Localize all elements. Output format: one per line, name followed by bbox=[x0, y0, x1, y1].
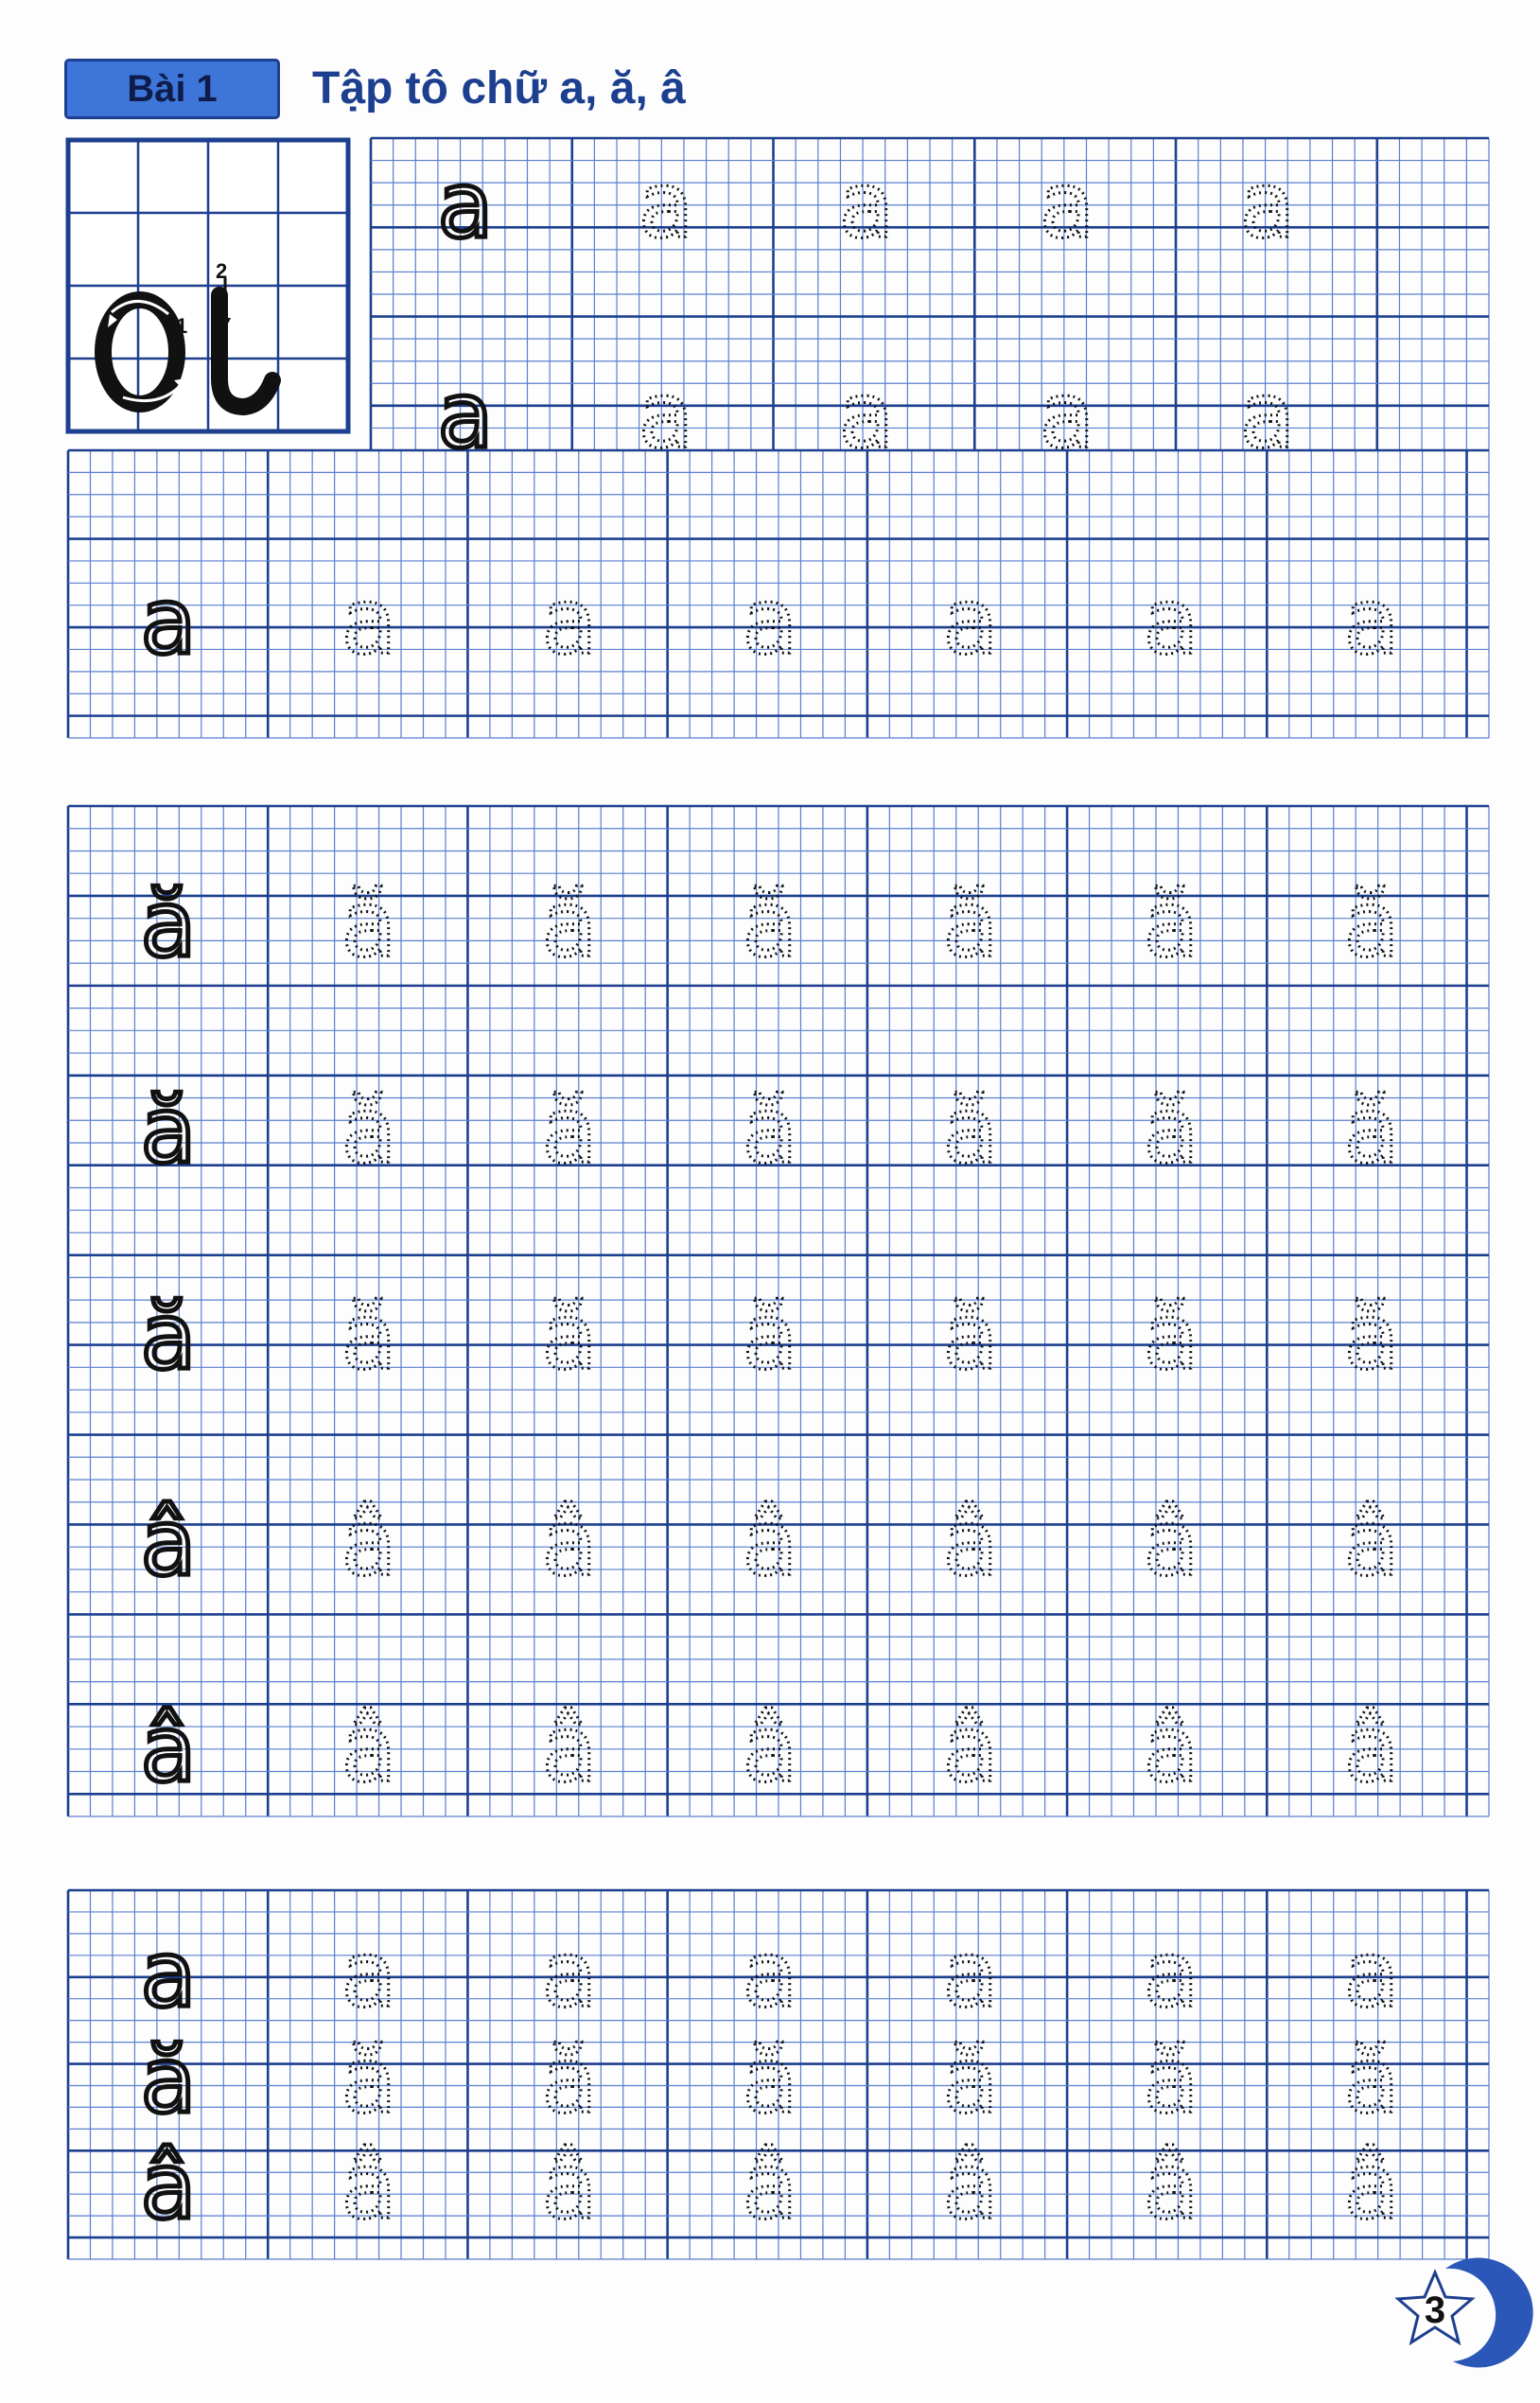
trace-letter: ă bbox=[341, 2027, 397, 2133]
trace-letter: a bbox=[1039, 152, 1095, 258]
trace-letter: a bbox=[1343, 1921, 1400, 2027]
trace-letter: a bbox=[838, 152, 895, 258]
trace-letter: ă bbox=[942, 1284, 999, 1390]
trace-letter: â bbox=[541, 1490, 598, 1596]
trace-letter: ă bbox=[1343, 1078, 1400, 1184]
trace-letter: ă bbox=[541, 2027, 598, 2133]
trace-letter: ă bbox=[341, 1078, 397, 1184]
trace-letter: ă bbox=[1143, 2027, 1199, 2133]
trace-letter: a bbox=[1239, 152, 1296, 258]
stroke-number-2: 2 bbox=[216, 259, 228, 283]
trace-letter: a bbox=[341, 569, 397, 675]
trace-letter: a bbox=[942, 569, 999, 675]
trace-letter: ă bbox=[1143, 871, 1199, 977]
model-letter: â bbox=[140, 1490, 197, 1596]
model-letter: â bbox=[140, 1696, 197, 1802]
trace-letter: a bbox=[1143, 1921, 1199, 2027]
trace-letter: a bbox=[541, 569, 598, 675]
stroke-number-1: 1 bbox=[176, 314, 188, 338]
trace-letter: â bbox=[541, 1696, 598, 1802]
trace-letter: a bbox=[838, 362, 895, 468]
trace-letter: ă bbox=[1343, 2027, 1400, 2133]
model-letter: ă bbox=[140, 871, 197, 977]
model-letter: a bbox=[140, 1921, 197, 2027]
model-letter: â bbox=[140, 2133, 197, 2239]
trace-letter: â bbox=[742, 1696, 798, 1802]
trace-letter: â bbox=[341, 1490, 397, 1596]
model-letter: a bbox=[437, 362, 494, 468]
trace-letter: â bbox=[1343, 1490, 1400, 1596]
trace-letter: a bbox=[942, 1921, 999, 2027]
trace-letter: a bbox=[742, 1921, 798, 2027]
model-letter: ă bbox=[140, 1078, 197, 1184]
trace-letter: ă bbox=[341, 871, 397, 977]
trace-letter: ă bbox=[1343, 871, 1400, 977]
trace-letter: a bbox=[1039, 362, 1095, 468]
trace-letter: â bbox=[1143, 2133, 1199, 2239]
page-number: 3 bbox=[1424, 2289, 1446, 2331]
trace-letter: a bbox=[1239, 362, 1296, 468]
trace-letter: a bbox=[541, 1921, 598, 2027]
model-letter: ă bbox=[140, 2027, 197, 2133]
trace-letter: ă bbox=[742, 2027, 798, 2133]
trace-letter: â bbox=[942, 1696, 999, 1802]
trace-letter: â bbox=[942, 2133, 999, 2239]
trace-letter: a bbox=[1343, 569, 1400, 675]
trace-letter: â bbox=[541, 2133, 598, 2239]
trace-letter: ă bbox=[1143, 1078, 1199, 1184]
trace-letter: ă bbox=[541, 871, 598, 977]
trace-letter: â bbox=[1343, 2133, 1400, 2239]
trace-letter: â bbox=[1143, 1696, 1199, 1802]
trace-letter: â bbox=[341, 2133, 397, 2239]
trace-letter: ă bbox=[341, 1284, 397, 1390]
practice-letters bbox=[141, 152, 1400, 2239]
trace-letter: â bbox=[742, 2133, 798, 2239]
trace-letter: ă bbox=[541, 1284, 598, 1390]
trace-letter: â bbox=[341, 1696, 397, 1802]
trace-letter: ă bbox=[742, 1078, 798, 1184]
grid-section-a-top bbox=[371, 138, 1489, 450]
lesson-badge: Bài 1 bbox=[64, 59, 280, 119]
trace-letter: â bbox=[742, 1490, 798, 1596]
trace-letter: a bbox=[1143, 569, 1199, 675]
trace-letter: a bbox=[742, 569, 798, 675]
trace-letter: ă bbox=[942, 2027, 999, 2133]
lesson-title: Tập tô chữ a, ă, â bbox=[312, 63, 686, 114]
trace-letter: ă bbox=[742, 1284, 798, 1390]
trace-letter: a bbox=[638, 152, 694, 258]
trace-letter: â bbox=[942, 1490, 999, 1596]
model-letter: a bbox=[140, 569, 197, 675]
trace-letter: a bbox=[638, 362, 694, 468]
trace-letter: ă bbox=[942, 871, 999, 977]
trace-letter: â bbox=[1343, 1696, 1400, 1802]
model-letter: a bbox=[437, 152, 494, 258]
trace-letter: ă bbox=[541, 1078, 598, 1184]
trace-letter: ă bbox=[1343, 1284, 1400, 1390]
trace-letter: â bbox=[1143, 1490, 1199, 1596]
trace-letter: ă bbox=[942, 1078, 999, 1184]
trace-letter: a bbox=[341, 1921, 397, 2027]
trace-letter: ă bbox=[742, 871, 798, 977]
model-letter: ă bbox=[140, 1284, 197, 1390]
trace-letter: ă bbox=[1143, 1284, 1199, 1390]
